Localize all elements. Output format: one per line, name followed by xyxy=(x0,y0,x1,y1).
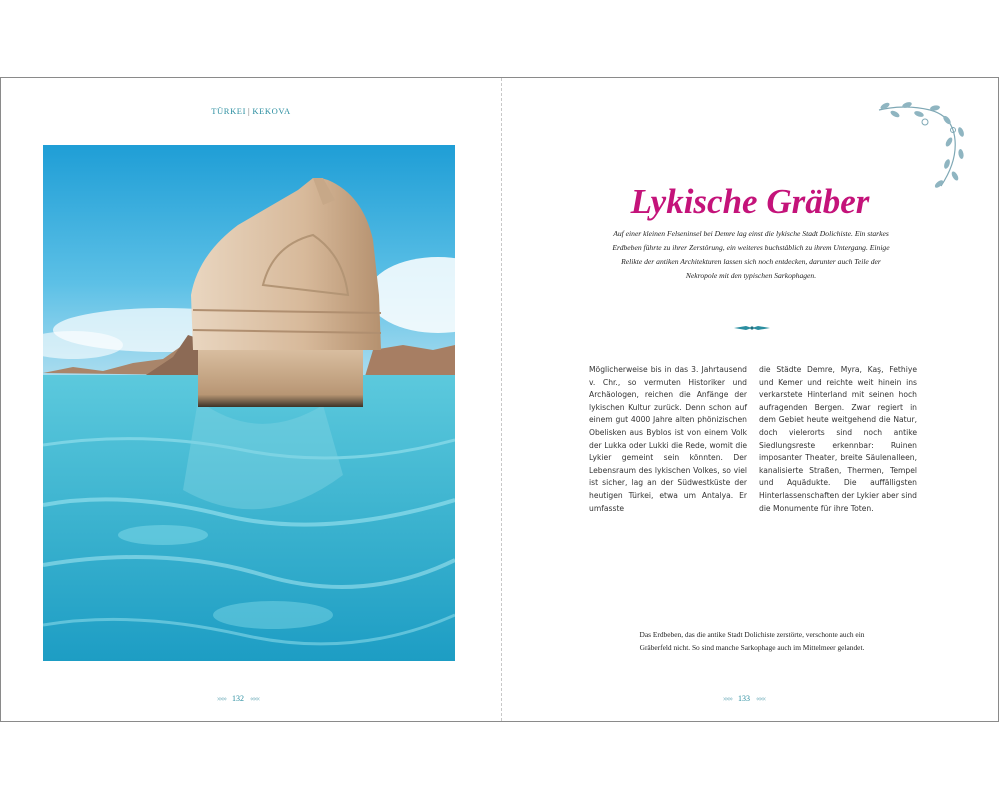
sarcophagus-photo xyxy=(43,145,455,661)
page-number-right xyxy=(723,694,765,703)
header-separator: | xyxy=(248,106,251,116)
section-place: KEKOVA xyxy=(252,106,291,116)
photo-caption: Das Erdbeben, das die antike Stadt Dolichiste zerstörte, verschonte auch ein Gräberfeld nicht. So sind manche Sarkophage auch im Mittelmeer gelandet. xyxy=(639,630,865,652)
page-number-133: 133 xyxy=(738,694,750,703)
running-header xyxy=(1,106,501,116)
folio-ornament-right: ««« xyxy=(756,694,765,703)
ornament-divider-icon xyxy=(734,323,770,333)
body-column-2: die Städte Demre, Myra, Kaş, Fethiye und Kemer und reichte weit hinein ins verkarstete Hinterland mit seinen hoch aufragenden Bergen. Zwar regiert in dem Gebiet heute weitgehend die Natur, doch vielerorts sind noch antike Siedlungsreste erkennbar: Ruinen imposanter Theater, breite Säulenalleen, kanalisierte Straßen, Thermen, Tempel und Aquädukte. Die auffälligsten Hinterlassenschaften der Lykier aber sind die Monumente für ihre Toten. xyxy=(759,365,917,513)
right-page xyxy=(501,78,999,721)
page-number-132: 132 xyxy=(232,694,244,703)
floral-flourish-icon xyxy=(875,100,969,192)
intro-text: Auf einer kleinen Felseninsel bei Demre lag einst die lykische Stadt Dolichiste. Ein starkes Erdbeben führte zu ihrer Zerstörung, ein weiteres buchstäblich zu ihrem Untergang. Einige Relikte der antiken Architekturen lassen sich noch entdecken, darunter auch Teile der Nekropole mit den typischen Sarkophagen. xyxy=(612,229,890,280)
folio-ornament-left: »»» xyxy=(217,694,226,703)
body-text-columns xyxy=(589,364,917,515)
folio-ornament-left: »»» xyxy=(723,694,732,703)
section-country: TÜRKEI xyxy=(211,106,247,116)
body-column-1: Möglicherweise bis in das 3. Jahrtausend v. Chr., so vermuten Historiker und Archäologen, reichen die Anfänge der lykischen Kultur zurück. Denn schon auf einem gut 4000 Jahre alten phönizischen Obelisken aus Byblos ist von einem Volk der Lukka oder Lukki die Rede, womit die Lykier gemeint sein könnten. Der Lebensraum des lykischen Volkes, so viel ist sicher, lag an der Südwestküste der heutigen Türkei, etwa um Antalya. Er umfasste xyxy=(589,365,747,513)
book-spread xyxy=(0,77,999,722)
page-number-left xyxy=(217,694,259,703)
folio-ornament-right: ««« xyxy=(250,694,259,703)
article-title: Lykische Gräber xyxy=(630,182,870,221)
left-page xyxy=(1,78,501,721)
